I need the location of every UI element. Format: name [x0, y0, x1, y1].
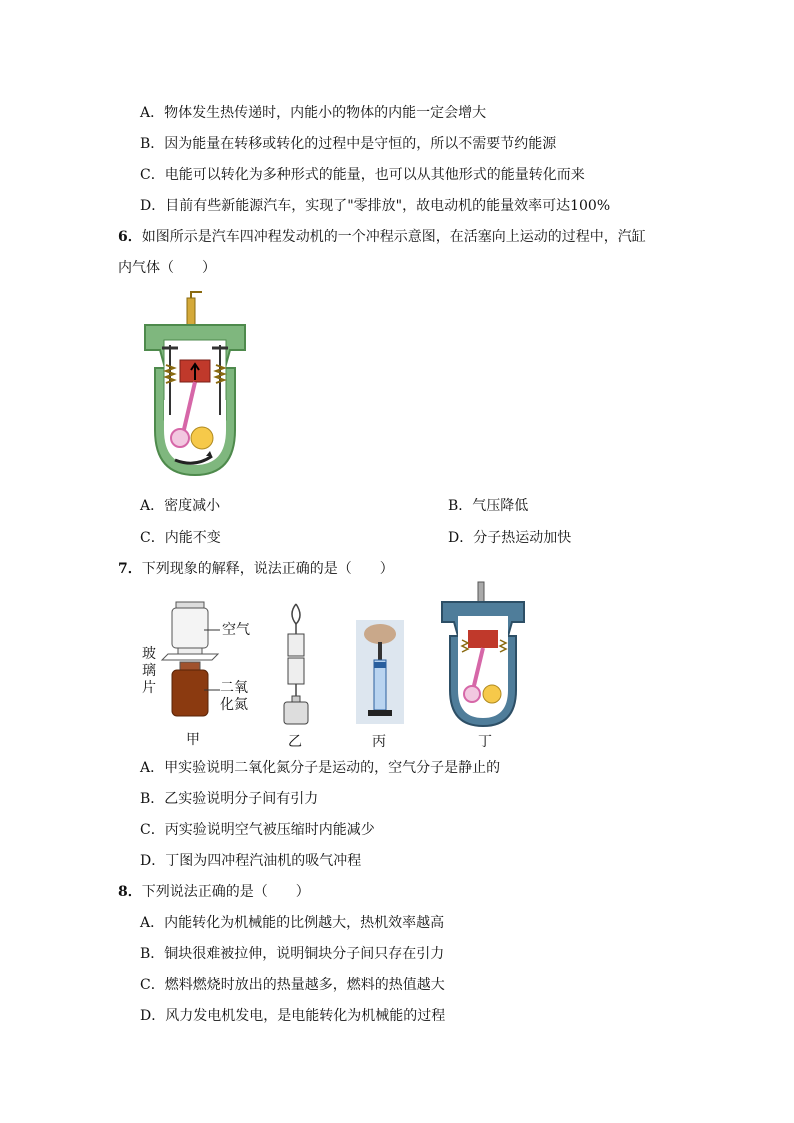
q5-option-d: D．目前有些新能源汽车，实现了"零排放"，故电动机的能量效率可达100% [140, 198, 611, 214]
q6-stem-line2: 内气体（ ） [118, 260, 216, 276]
q6-number: 6． [118, 229, 142, 245]
label-ding: 丁 [478, 734, 492, 750]
label-glass-3: 片 [142, 680, 156, 696]
q7-option-c: C．丙实验说明空气被压缩时内能减少 [140, 822, 375, 838]
syringe-diagram-bing [356, 620, 404, 724]
q6-option-a: A．密度减小 [140, 498, 221, 514]
q8-option-c: C．燃料燃烧时放出的热量越多，燃料的热值越大 [140, 977, 445, 993]
q5-option-a: A．物体发生热传递时，内能小的物体的内能一定会增大 [140, 105, 487, 121]
label-bing: 丙 [372, 734, 386, 750]
engine-diagram-q6 [140, 290, 250, 480]
q6-option-c: C．内能不变 [140, 530, 221, 546]
bottles-diagram-jia [160, 600, 220, 720]
q8-stem-text: 下列说法正确的是（ ） [141, 884, 310, 900]
q7-option-d: D．丁图为四冲程汽油机的吸气冲程 [140, 853, 362, 869]
q6-stem-line1: 如图所示是汽车四冲程发动机的一个冲程示意图，在活塞向上运动的过程中，汽缸 [141, 229, 646, 245]
label-jia: 甲 [186, 732, 200, 748]
engine-diagram-ding [438, 580, 528, 730]
q5-option-b: B．因为能量在转移或转化的过程中是守恒的，所以不需要节约能源 [140, 136, 557, 152]
label-no2-2: 化氮 [220, 697, 248, 713]
q8-option-d: D．风力发电机发电，是电能转化为机械能的过程 [140, 1008, 446, 1024]
label-air: 空气 [222, 622, 250, 638]
q5-option-c: C．电能可以转化为多种形式的能量，也可以从其他形式的能量转化而来 [140, 167, 585, 183]
q6-option-b: B．气压降低 [448, 498, 529, 514]
q7-stem [118, 560, 394, 578]
q7-option-a: A．甲实验说明二氧化氮分子是运动的，空气分子是静止的 [140, 760, 501, 776]
lead-cylinders-diagram-yi [278, 602, 314, 726]
q8-stem [118, 883, 310, 901]
q8-number: 8． [118, 884, 142, 900]
q7-stem-text: 下列现象的解释，说法正确的是（ ） [141, 561, 394, 577]
q6-option-d: D．分子热运动加快 [448, 530, 572, 546]
label-glass-1: 玻 [142, 646, 156, 662]
label-no2-1: 二氧 [220, 680, 248, 696]
q8-option-b: B．铜块很难被拉伸，说明铜块分子间只存在引力 [140, 946, 445, 962]
q6-stem [118, 228, 646, 246]
label-yi: 乙 [288, 734, 302, 750]
label-glass-2: 璃 [142, 663, 156, 679]
q7-option-b: B．乙实验说明分子间有引力 [140, 791, 319, 807]
q7-number: 7． [118, 561, 142, 577]
q8-option-a: A．内能转化为机械能的比例越大，热机效率越高 [140, 915, 445, 931]
